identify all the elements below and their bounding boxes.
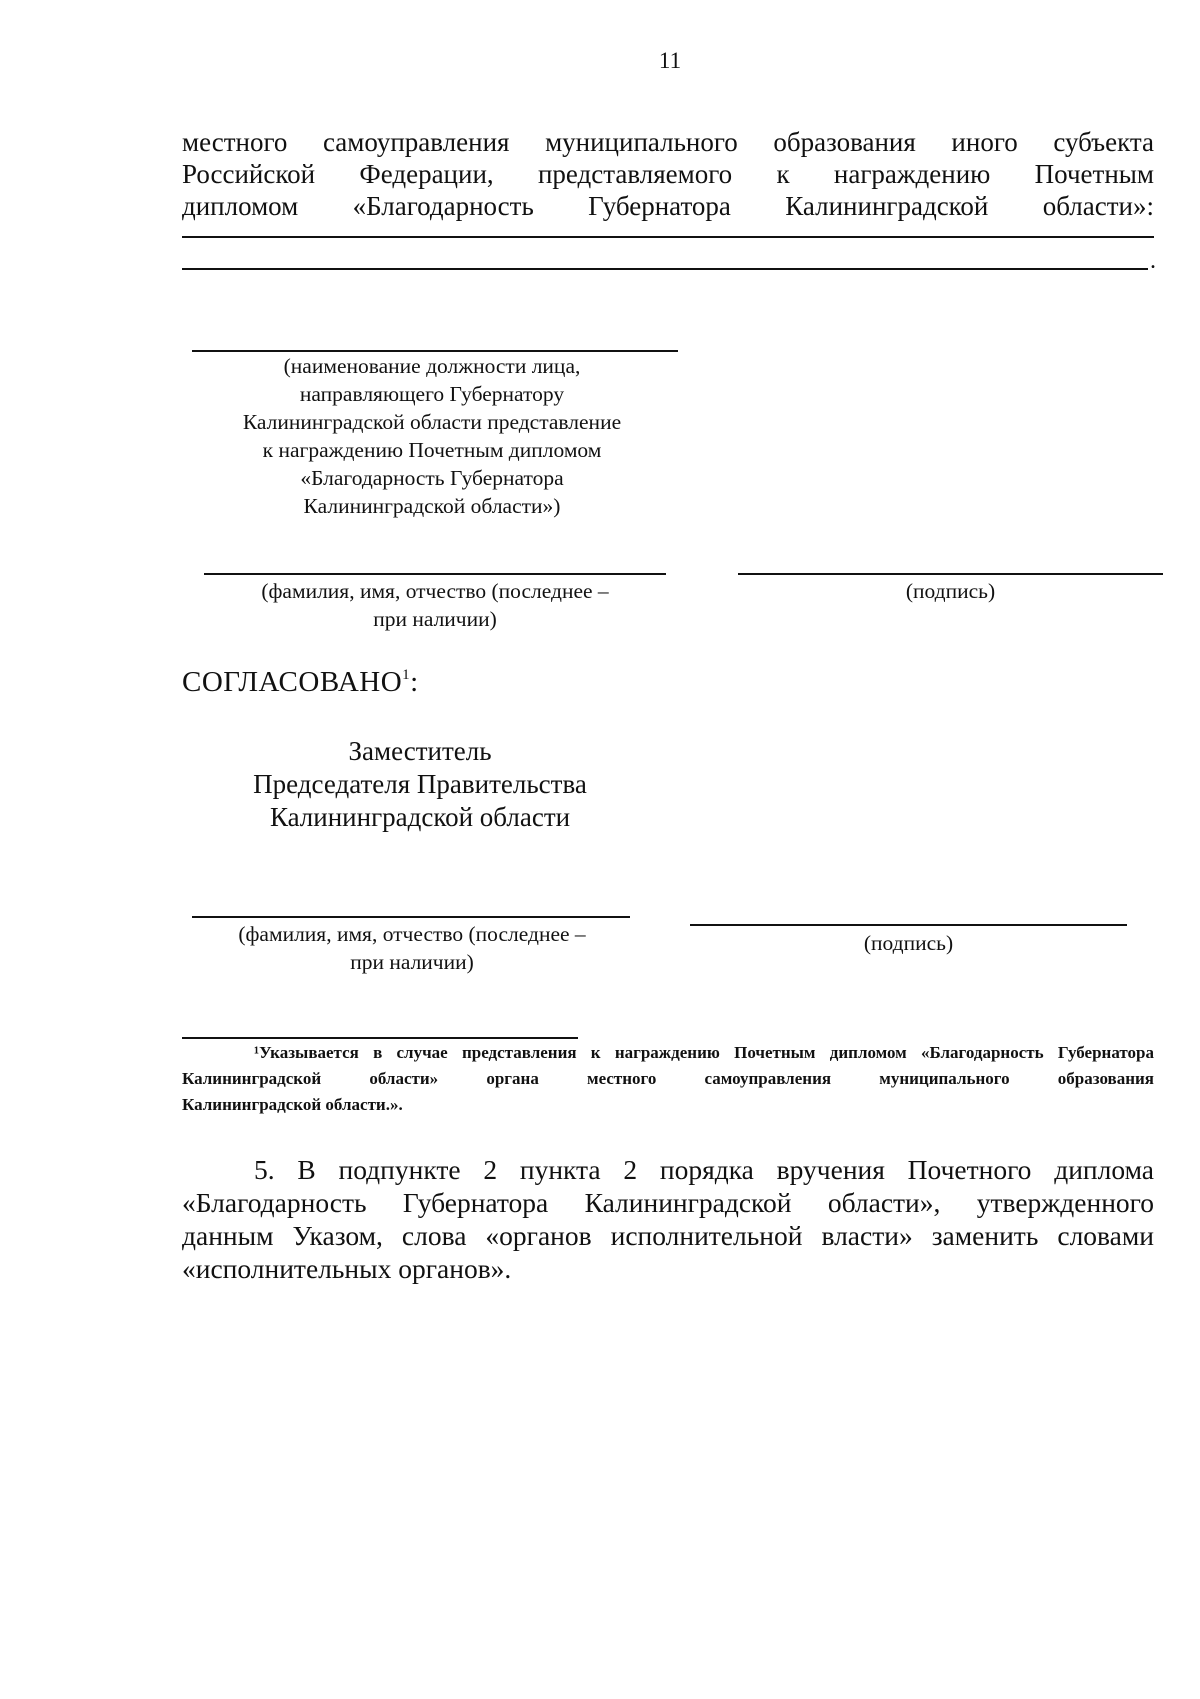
signature-line-1 — [738, 573, 1163, 575]
position-caption — [182, 352, 682, 520]
intro-line-2: Российской Федерации, представляемого к награждению Почетным — [182, 159, 1154, 189]
position-caption-line: «Благодарность Губернатора — [300, 466, 564, 490]
paragraph-line: 5. В подпункте 2 пункта 2 порядка вручения Почетного диплома — [254, 1154, 1154, 1185]
signature-line-2 — [690, 924, 1127, 926]
blank-line-2 — [182, 268, 1148, 270]
paragraph-5 — [182, 1153, 1154, 1285]
name-caption-1 — [190, 577, 680, 633]
footnote-line: Калининградской области» органа местного самоуправления муниципального образования — [182, 1069, 1154, 1088]
footnote — [182, 1040, 1154, 1118]
position-caption-line: Калининградской области») — [303, 494, 561, 518]
agreed-heading — [182, 666, 419, 699]
deputy-title-line: Председателя Правительства — [253, 769, 587, 799]
intro-line-3: дипломом «Благодарность Губернатора Калининградской области»: — [182, 191, 1154, 221]
footnote-separator — [182, 1037, 578, 1039]
name-caption-line: при наличии) — [373, 607, 497, 631]
intro-line-1: местного самоуправления муниципального образования иного субъекта — [182, 127, 1154, 157]
deputy-title — [200, 735, 640, 834]
blank-line-1 — [182, 236, 1154, 238]
position-caption-line: к награждению Почетным дипломом — [262, 438, 602, 462]
name-caption-line: (фамилия, имя, отчество (последнее – — [238, 922, 586, 946]
footnote-line: ¹Указывается в случае представления к награждению Почетным дипломом «Благодарность Губернатора — [254, 1043, 1154, 1062]
blank-line-period: . — [1150, 248, 1156, 274]
signature-caption-1: (подпись) — [905, 579, 996, 603]
name-line-1 — [204, 573, 666, 575]
name-caption-2 — [172, 920, 652, 976]
position-caption-line: направляющего Губернатору — [299, 382, 565, 406]
deputy-title-line: Заместитель — [348, 736, 492, 766]
footnote-mark: 1 — [402, 667, 411, 683]
position-caption-line: Калининградской области представление — [242, 410, 622, 434]
agreed-label: СОГЛАСОВАНО — [182, 666, 403, 698]
agreed-suffix: : — [410, 666, 419, 698]
page-number: 11 — [658, 48, 682, 73]
name-line-2 — [192, 916, 630, 918]
paragraph-line: «Благодарность Губернатора Калининградской области», утвержденного — [182, 1187, 1154, 1218]
footnote-line: Калининградской области.». — [182, 1095, 403, 1114]
signature-caption-2: (подпись) — [863, 931, 954, 955]
paragraph-line: данным Указом, слова «органов исполнительной власти» заменить словами — [182, 1220, 1154, 1251]
name-caption-line: при наличии) — [350, 950, 474, 974]
paragraph-line: «исполнительных органов». — [182, 1253, 512, 1284]
position-caption-line: (наименование должности лица, — [283, 354, 581, 378]
deputy-title-line: Калининградской области — [269, 802, 571, 832]
name-caption-line: (фамилия, имя, отчество (последнее – — [261, 579, 609, 603]
